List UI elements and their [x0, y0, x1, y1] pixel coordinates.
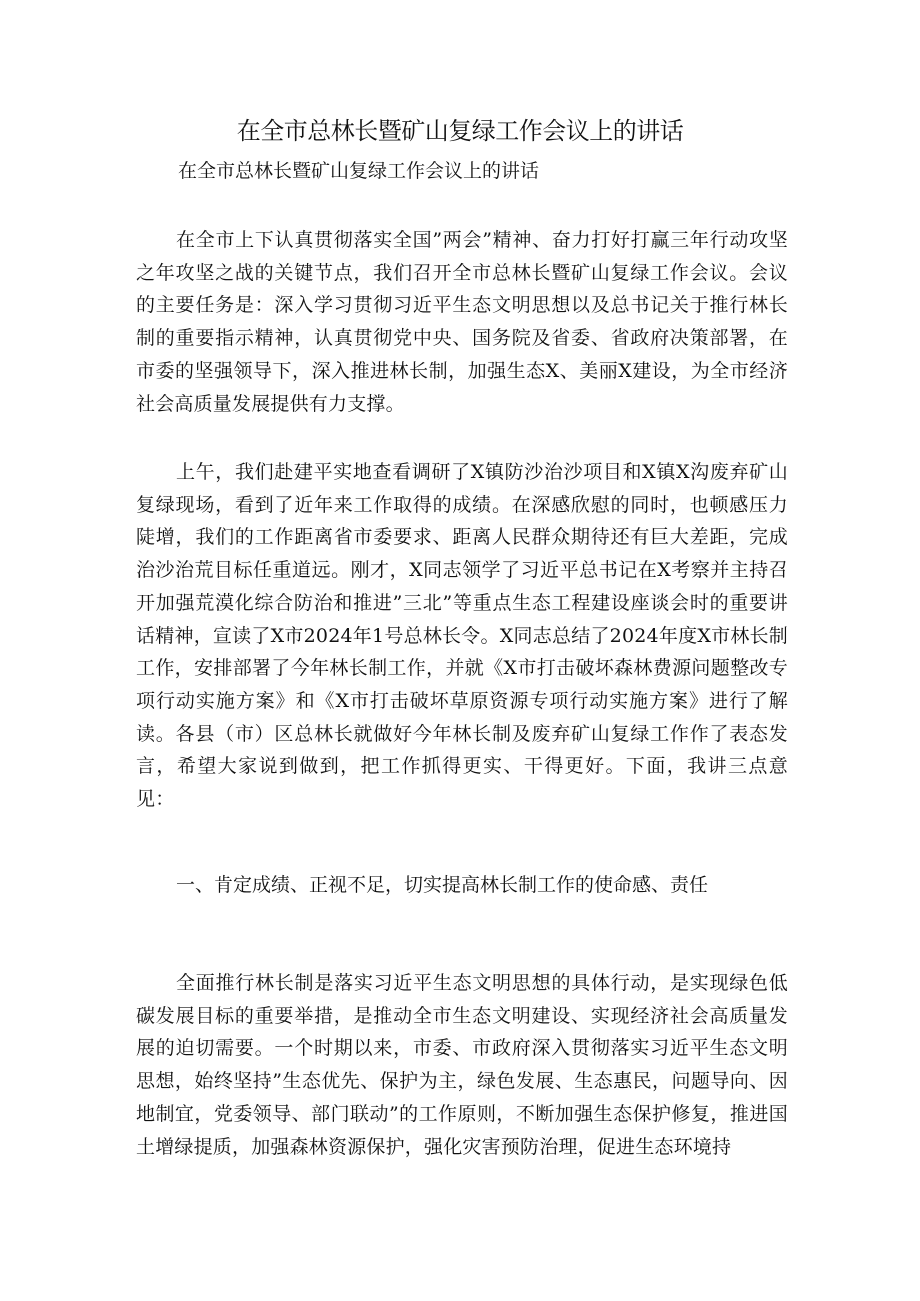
paragraph-section-1: 全面推行林长制是落实习近平生态文明思想的具体行动，是实现绿色低碳发展目标的重要举措，是推动全市生态文明建设、实现经济社会高质量发展的迫切需要。一个时期以来，市委、市政府深入贯彻落实习近平生态文明思想，始终坚持”生态优先、保护为主，绿色发展、生态惠民，问题导向、因地制宜，党委领导、部门联动”的工作原则，不断加强生态保护修复，推进国土增绿提质，加强森林资源保护，强化灾害预防治理，促进生态环境持: [136, 972, 788, 1158]
document-subtitle: 在全市总林长暨矿山复绿工作会议上的讲话: [178, 160, 540, 182]
paragraph-morning-review: 上午，我们赴建平实地查看调研了X镇防沙治沙项目和X镇X沟废弃矿山复绿现场，看到了近年来工作取得的成绩。在深感欣慰的同时，也顿感压力陡增，我们的工作距离省市委要求、距离人民群众期待还有巨大差距，完成治沙治荒目标任重道远。刚才，X同志领学了习近平总书记在X考察并主持召开加强荒漠化综合防治和推进”三北”等重点生态工程建设座谈会时的重要讲话精神，宣读了X市2024年1号总林长令。X同志总结了2024年度X市林长制工作，安排部署了今年林长制工作，并就《X市打击破坏森林费源问题整改专项行动实施方案》和《X市打击破坏草原资源专项行动实施方案》进行了解读。各县（市）区总林长就做好今年林长制及废弃矿山复绿工作作了表态发言，希望大家说到做到，把工作抓得更实、干得更好。下面，我讲三点意见：: [136, 461, 788, 811]
paragraph-intro: 在全市上下认真贯彻落实全国”两会”精神、奋力打好打赢三年行动攻坚之年攻坚之战的关键节点，我们召开全市总林长暨矿山复绿工作会议。会议的主要任务是：深入学习贯彻习近平生态文明思想以及总书记关于推行林长制的重要指示精神，认真贯彻党中央、国务院及省委、省政府决策部署，在市委的坚强领导下，深入推进林长制，加强生态X、美丽X建设，为全市经济社会高质量发展提供有力支撑。: [136, 229, 788, 415]
section-heading-1: 一、肯定成绩、正视不足，切实提高林长制工作的使命感、责任: [176, 874, 709, 896]
document-title: 在全市总林长暨矿山复绿工作会议上的讲话: [236, 117, 684, 145]
